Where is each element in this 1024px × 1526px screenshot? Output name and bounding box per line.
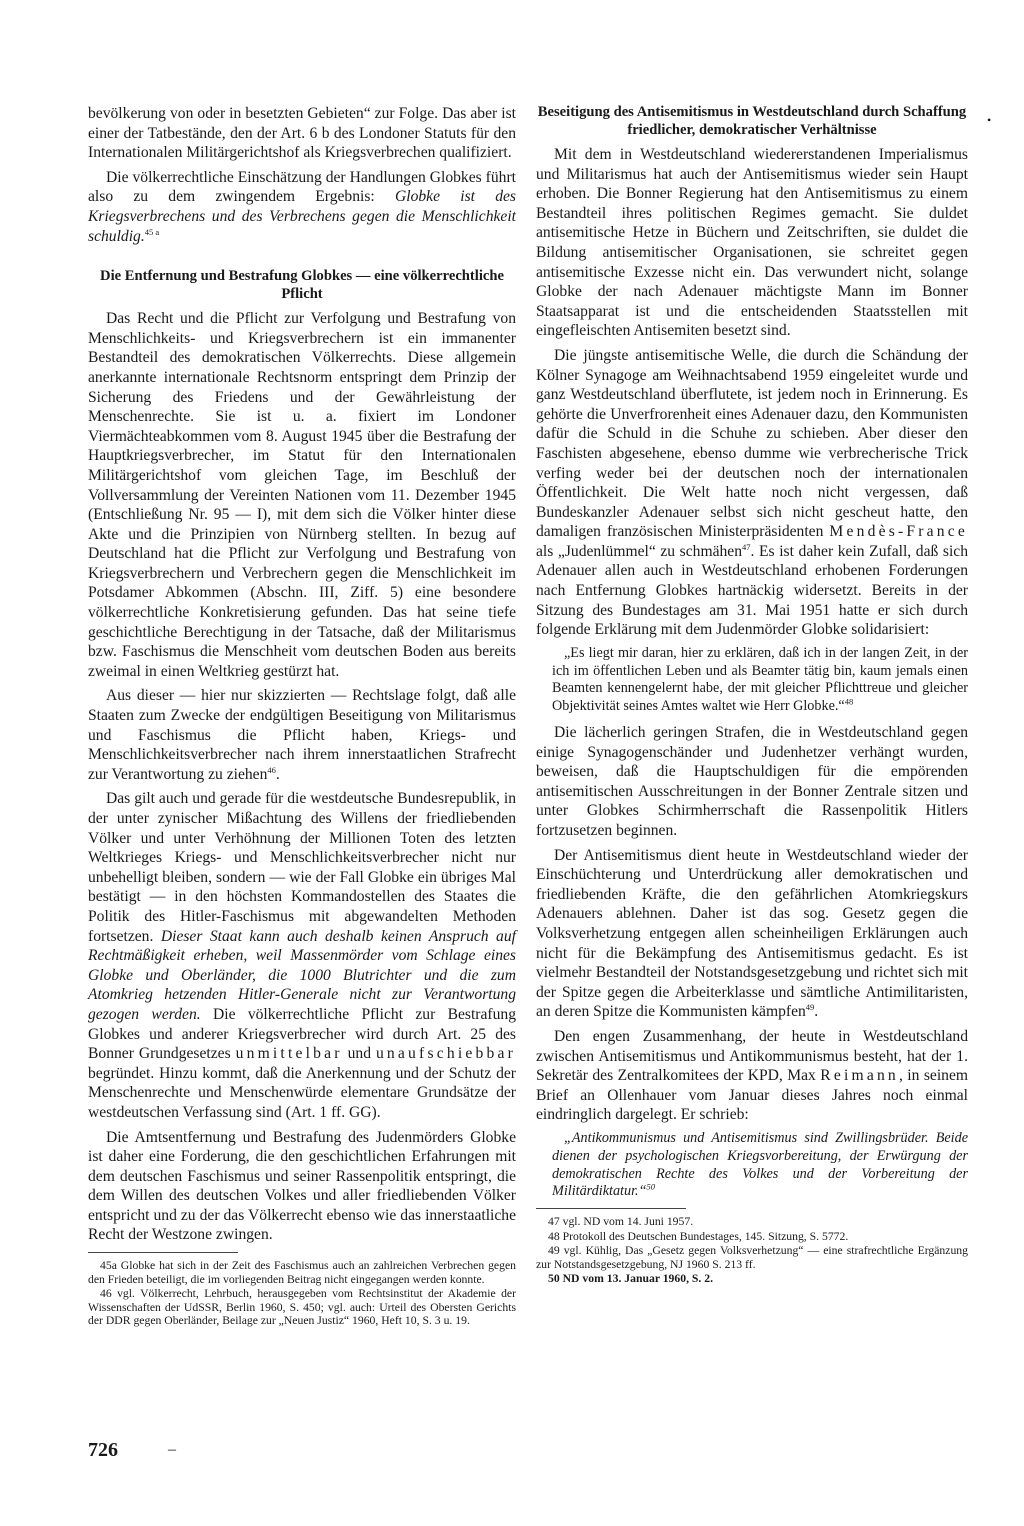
right-paragraph-5-text-a: Den engen Zusammenhang, der heute in Westdeutschland zwischen Antisemitismus und Antikommunismus besteht, hat der 1. Sekretär des Zentralkomitees der KPD, Max xyxy=(536,1027,968,1085)
right-paragraph-3: Die lächerlich geringen Strafen, die in Westdeutschland gegen einige Synagogenschänder und Judenhetzer verhängt wurden, beweisen, daß die Hauptschuldigen für die empörenden antisemitischen Ausschreitungen in der Bonner Zentrale sitzen und unter Globkes Schirmherrschaft die Rassenpolitik Hitlers fortzusetzen beginnen. xyxy=(536,724,968,839)
quote-reimann-text: „Antikommunismus und Antisemitismus sind Zwillingsbrüder. Beide dienen der psychologischen Kriegsvorbereitung, der Erwürgung der demokratischen Rechte des Volkes und der Vorbereitung der Militärdiktatur.“ xyxy=(552,1129,968,1200)
page-dash: – xyxy=(168,1441,176,1458)
left-paragraph-5-text-c: Die völkerrechtliche Pflicht zur Bestrafung Globkes und anderer Kriegsverbrecher wird durch Art. 25 des Bonner Grundgesetzes xyxy=(88,1005,516,1063)
left-paragraph-5-italic: Dieser Staat kann auch deshalb keinen Anspruch auf Rechtmäßigkeit erheben, weil Massenmörder vom Schlage eines Globke und Oberländer, die 1000 Blutrichter und die zum Atomkrieg hetzenden Hitler-Generale nicht zur Verantwortung gezogen werden. xyxy=(88,927,516,1023)
footnote-48: 48 Protokoll des Deutschen Bundestages, 145. Sitzung, S. 5772. xyxy=(548,1229,849,1243)
left-paragraph-5-und: und xyxy=(347,1045,371,1063)
left-column xyxy=(88,104,516,1329)
page-number: 726 xyxy=(88,1439,118,1461)
left-paragraph-6: Die Amtsentfernung und Bestrafung des Judenmörders Globke ist daher eine Forderung, die den geschichtlichen Erfahrungen mit dem deutschen Faschismus und seiner Rassenpolitik entspringt, die dem Willen des deutschen Volkes und aller friedliebenden Völker entspricht und zu der das Völkerrecht ebenso wie das innerstaatliche Recht der Westzone zwingen. xyxy=(88,1128,516,1244)
right-paragraph-5-text-b: , in seinem Brief an Ollenhauer vom Januar dieses Jahres noch einmal eindringlich dargelegt. Er schrieb: xyxy=(536,1067,968,1124)
right-paragraph-2-text-a: Die jüngste antisemitische Welle, die durch die Schändung der Kölner Synagoge am Weihnachtsabend 1959 eingeleitet wurde und ganz Westdeutschland überflutete, ist jedem noch in Erinnerung. Es gehörte die Unverfrorenheit eines Adenauer dazu, den Kommunisten dafür die Schuld in die Schuhe zu schieben. Aber dieser den Faschisten abgesehene, ebenso dumme wie verbrecherische Trick verfing weder bei der deutschen noch der internationalen Öffentlichkeit. Die Welt hatte noch nicht vergessen, daß Bundeskanzler Adenauer selbst sich nicht gescheut hatte, den damaligen französischen Ministerpräsidenten xyxy=(536,346,968,541)
right-paragraph-1: Mit dem in Westdeutschland wiedererstandenen Imperialismus und Militarismus hat auch der Antisemitismus wieder sein Haupt erhoben. Die Bonner Regierung hat den Antisemitismus zu einem Bestandteil ihres politischen Regimes gemacht. Sie duldet antisemitische Hetze in Büchern und Zeitschriften, sie duldet die Bildung antisemitischer Organisationen, sie schreitet gegen antisemitische Exzesse nicht ein. Das verwundert nicht, solange Globke der nach Adenauer mächtigste Mann im Bonner Staatsapparat ist und die entscheidenden Staatsstellen mit eingefleischten Antisemiten besetzt sind. xyxy=(536,146,968,340)
left-paragraph-4-text: Aus dieser — hier nur skizzierten — Rechtslage folgt, daß alle Staaten zum Zwecke der endgültigen Beseitigung von Militarismus und Faschismus die Pflicht haben, Kriegs- und Menschlichkeitsverbrecher nach ihrem innerstaatlichen Strafrecht zur Verantwortung zu ziehen xyxy=(88,687,516,783)
right-paragraph-2 xyxy=(536,346,968,640)
section-heading-beseitigung: Beseitigung des Antisemitismus in Westdeutschland durch Schaffung friedlicher, demokratischer Verhältnisse xyxy=(537,104,967,138)
emphasis-unaufschiebbar: unaufschiebbar xyxy=(375,1045,516,1063)
right-paragraph-2-text-c: . Es ist daher kein Zufall, daß sich Adenauer allen auch in Westdeutschland erhobenen Forderungen nach Entfernung Globkes hartnäckig widersetzt. Bereits in der Sitzung des Bundestages am 31. Mai 1951 hatte er sich durch folgende Erklärung mit dem Judenmörder Globke solidarisiert: xyxy=(536,542,969,639)
footnote-ref-47: 47 xyxy=(742,541,751,552)
right-paragraph-4: Der Antisemitismus dient heute in Westdeutschland wieder der Einschüchterung und Unterdrückung aller demokratischen und friedliebenden Kräfte, die den gefährlichen Atomkriegskurs Adenauers ablehnen. Daher ist das sog. Gesetz gegen die Volksverhetzung entgegen allen scheinheiligen Erklärungen auch nicht für die Bekämpfung des Antisemitismus gedacht. Es ist vielmehr Bestandteil der Notstandsgesetzgebung und richtet sich mit der Spitze gegen die Arbeiterklasse und sämtliche Antimilitaristen, an deren Spitze die Kommunisten kämpfen$^{49}$. xyxy=(536,846,968,1021)
footnote-46: 46 vgl. Völkerrecht, Lehrbuch, herausgegeben vom Rechtsinstitut der Akademie der Wissenschaften der UdSSR, Berlin 1960, S. 450; vgl. auch: Urteil des Obersten Gerichts der DDR gegen Oberländer, Beilage zur „Neuen Justiz“ 1960, Heft 10, S. 3 u. 19. xyxy=(88,1287,516,1328)
footnote-divider-left xyxy=(88,1252,238,1253)
left-paragraph-2 xyxy=(88,168,516,246)
quote-adenauer-text: „Es liegt mir daran, hier zu erklären, daß ich in der langen Zeit, in der ich im öffentlichen Leben und als Beamter tätig bin, kaum jemals einen Beamten kennengelernt habe, der mit gleicher Pflichttreue und gleicher Objektivität seines Amtes waltet wie Herr Globke.“ xyxy=(552,644,968,715)
footnote-divider-right xyxy=(536,1208,686,1209)
left-paragraph-2-italic: Globke ist des Kriegsverbrechens und des Verbrechens gegen die Menschlichkeit schuldig. xyxy=(88,188,516,245)
left-paragraph-5-text-a: Das gilt auch und gerade für die westdeutsche Bundesrepublik, in der unter zynischer Mißachtung des Willens der friedliebenden Völker und unter Verhöhnung der Millionen Toten des letzten Weltkrieges Kriegs- und Menschlichkeitsverbrecher nicht nur unbehelligt bleiben, sondern — wie der Fall Globke ein übriges Mal bestätigt — in den höchsten Kommandostellen des Staates die Politik des Hitler-Faschismus mit abgewandelten Methoden fortsetzen. xyxy=(88,790,516,945)
footnote-50: 50 ND vom 13. Januar 1960, S. 2. xyxy=(548,1272,714,1286)
emphasis-unmittelbar: unmittelbar xyxy=(235,1045,343,1063)
footnote-47: 47 vgl. ND vom 14. Juni 1957. xyxy=(548,1215,694,1229)
left-paragraph-2-text: Die völkerrechtliche Einschätzung der Handlungen Globkes führt also zu dem zwingendem Ergebnis: xyxy=(88,168,516,206)
right-paragraph-2-text-b: als „Judenlümmel“ zu schmähen xyxy=(536,542,743,560)
footnote-ref-49: 49 xyxy=(805,1002,815,1013)
left-paragraph-1: bevölkerung von oder in besetzten Gebieten“ zur Folge. Das aber ist einer der Tatbestände, den der Art. 6 b des Londoner Statuts für den Internationalen Militärgerichtshof als Kriegsverbrechen qualifiziert. xyxy=(88,105,516,162)
section-heading-entfernung: Die Entfernung und Bestrafung Globkes — eine völkerrechtliche Pflicht xyxy=(100,268,504,302)
quote-adenauer xyxy=(552,645,968,716)
quote-reimann xyxy=(552,1130,968,1201)
left-paragraph-5 xyxy=(88,789,516,1122)
left-paragraph-5-text-g: begründet. Hinzu kommt, daß die Anerkennung und der Schutz der Menschenrechte und Menschenwürde elementare Grundsätze der westdeutschen Verfassung sind (Art. 1 ff. GG). xyxy=(88,1064,516,1121)
footnote-ref-50: 50 xyxy=(646,1181,655,1192)
emphasis-reimann: Reimann xyxy=(820,1067,899,1085)
right-paragraph-5 xyxy=(536,1027,968,1125)
left-paragraph-3: Das Recht und die Pflicht zur Verfolgung und Bestrafung von Menschlichkeits- und Kriegsverbrechern ist ein immanenter Bestandteil des demokratischen Völkerrechts. Diese allgemein anerkannte internationale Rechtsnorm entspringt dem Prinzip der Sicherung des Friedens und der Gewährleistung der Menschenrechte. Sie ist u. a. fixiert im Londoner Viermächteabkommen vom 8. August 1945 über die Bestrafung der Hauptkriegsverbrecher, im Statut für den Internationalen Militärgerichtshof vom gleichen Tage, im Beschluß der Vollversammlung der Vereinten Nationen vom 11. Dezember 1945 (Entschließung Nr. 95 — I), mit dem sich die Völker hinter diese Akte und die Prinzipien von Nürnberg stellten. In bezug auf Deutschland hat die Pflicht zur Verfolgung und Bestrafung von Kriegsverbrechern und Verbrechern gegen die Menschlichkeit im Potsdamer Abkommen (Abschn. III, Ziff. 5) eine besondere völkerrechtliche Konkretisierung gefunden. Das hat seine tiefe geschichtliche Berechtigung in der Tatsache, daß der Militarismus bzw. Faschismus die Menschheit vom deutschen Boden aus bereits zweimal in einen Weltkrieg gestürzt hat. xyxy=(88,310,516,680)
footnote-49: 49 vgl. Kühlig, Das „Gesetz gegen Volksverhetzung“ — eine strafrechtliche Ergänzung zur Notstandsgesetzgebung, NJ 1960 S. 213 ff. xyxy=(536,1244,968,1271)
footnote-ref-45a: 45 a xyxy=(144,226,160,237)
right-column xyxy=(536,104,968,1287)
footnote-45a: 45a Globke hat sich in der Zeit des Faschismus auch an zahlreichen Verbrechen gegen den Frieden beteiligt, die im vorliegenden Beitrag nicht eingegangen werden konnte. xyxy=(88,1259,516,1286)
margin-mark: • xyxy=(987,113,992,127)
right-paragraph-4-text: Der Antisemitismus dient heute in Westdeutschland wieder der Einschüchterung und Unterdrückung aller demokratischen und friedliebenden Kräfte, die den gefährlichen Atomkriegskurs Adenauers ablehnen. Daher ist das sog. Gesetz gegen die Volksverhetzung entgegen allen scheinheiligen Erklärungen auch nicht für die Bekämpfung des Antisemitismus gedacht. Es ist vielmehr Bestandteil der Notstandsgesetzgebung und richtet sich mit der Spitze gegen die Arbeiterklasse und sämtliche Antimilitaristen, an deren Spitze die Kommunisten kämpfen xyxy=(536,846,968,1021)
footnote-ref-46: 46 xyxy=(267,764,276,775)
footnote-ref-48: 48 xyxy=(844,696,854,707)
left-paragraph-4: Aus dieser — hier nur skizzierten — Rechtslage folgt, daß alle Staaten zum Zwecke der endgültigen Beseitigung von Militarismus und Faschismus die Pflicht haben, Kriegs- und Menschlichkeitsverbrecher nach ihrem innerstaatlichen Strafrecht zur Verantwortung zu ziehen$^{46}$. xyxy=(88,687,516,783)
emphasis-mendes-france: Mendès-France xyxy=(829,523,968,541)
